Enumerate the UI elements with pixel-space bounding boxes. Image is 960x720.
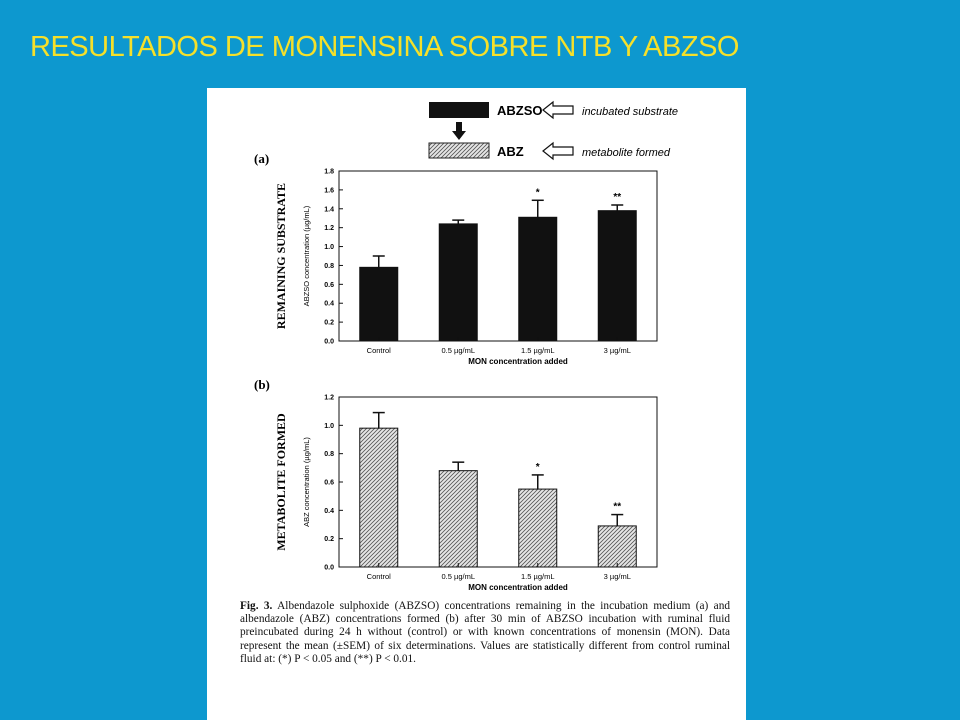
y-tick-label: 0.2 xyxy=(324,536,334,544)
y-tick-label: 0.0 xyxy=(324,564,334,572)
side-title: REMAINING SUBSTRATE xyxy=(274,182,288,330)
y-tick-label: 1.8 xyxy=(324,168,334,176)
y-tick-label: 0.8 xyxy=(324,262,334,270)
figure-panel xyxy=(207,88,746,720)
y-tick-label: 0.4 xyxy=(324,507,334,515)
arrow-left-icon xyxy=(543,102,573,118)
y-tick-label: 1.4 xyxy=(324,206,334,214)
x-tick-label: 3 µg/mL xyxy=(603,346,631,355)
x-axis-label: MON concentration added xyxy=(468,583,568,592)
y-tick-label: 0.4 xyxy=(324,300,334,308)
panel-label: (b) xyxy=(254,377,270,392)
legend-description: incubated substrate xyxy=(582,106,679,118)
caption-fig-label: Fig. 3. xyxy=(240,600,273,612)
legend-label: ABZSO xyxy=(497,103,543,118)
arrow-down-icon xyxy=(452,122,466,140)
y-tick-label: 0.0 xyxy=(324,338,334,346)
y-tick-label: 0.2 xyxy=(324,319,334,327)
caption-text: Albendazole sulphoxide (ABZSO) concentrations remaining in the incubation medium (a) and albendazole (ABZ) concentrations formed (b) after 30 min of ABZSO incubation with ruminal fluid preincubated during 24 h without (control) or with known concentrations of monensin (MON). Data represent the mean (±SEM) of six determinations. Values are statistically different from control ruminal fluid at: (*) P < 0.05 and (**) P < 0.01. xyxy=(240,600,730,665)
y-axis-label: ABZSO concentration (µg/mL) xyxy=(302,205,311,307)
significance-marker: ** xyxy=(613,192,622,203)
bar xyxy=(598,526,636,567)
y-tick-label: 0.8 xyxy=(324,451,334,459)
chart-b xyxy=(254,377,657,592)
y-tick-label: 0.6 xyxy=(324,281,334,289)
legend-label: ABZ xyxy=(497,144,524,159)
bar xyxy=(598,211,636,341)
arrow-left-icon xyxy=(543,143,573,159)
y-axis-label: ABZ concentration (µg/mL) xyxy=(302,437,311,527)
significance-marker: * xyxy=(535,187,540,199)
y-tick-label: 1.0 xyxy=(324,422,334,430)
figure-caption xyxy=(240,600,730,666)
y-tick-label: 1.6 xyxy=(324,187,334,195)
panel-label: (a) xyxy=(254,151,270,166)
x-tick-label: Control xyxy=(366,346,391,355)
x-tick-label: Control xyxy=(366,572,391,581)
bar xyxy=(439,224,477,341)
bar xyxy=(360,267,398,341)
x-tick-label: 0.5 µg/mL xyxy=(441,346,476,355)
slide-title: RESULTADOS DE MONENSINA SOBRE NTB Y ABZSO xyxy=(30,31,739,63)
legend xyxy=(429,102,678,159)
bar xyxy=(360,428,398,567)
x-tick-label: 3 µg/mL xyxy=(603,572,631,581)
chart-a xyxy=(254,151,657,366)
side-title: METABOLITE FORMED xyxy=(274,413,288,551)
bar xyxy=(519,489,557,567)
y-tick-label: 1.0 xyxy=(324,244,334,252)
y-tick-label: 0.6 xyxy=(324,479,334,487)
bar xyxy=(439,471,477,567)
y-tick-label: 1.2 xyxy=(324,394,334,402)
x-axis-label: MON concentration added xyxy=(468,357,568,366)
significance-marker: * xyxy=(535,461,540,473)
x-tick-label: 1.5 µg/mL xyxy=(520,572,555,581)
legend-swatch-hatched xyxy=(429,143,489,158)
bar xyxy=(519,217,557,341)
significance-marker: ** xyxy=(613,501,622,513)
x-tick-label: 1.5 µg/mL xyxy=(520,346,555,355)
legend-description: metabolite formed xyxy=(582,147,671,159)
x-tick-label: 0.5 µg/mL xyxy=(441,572,476,581)
legend-swatch-solid xyxy=(429,102,489,118)
y-tick-label: 1.2 xyxy=(324,225,334,233)
